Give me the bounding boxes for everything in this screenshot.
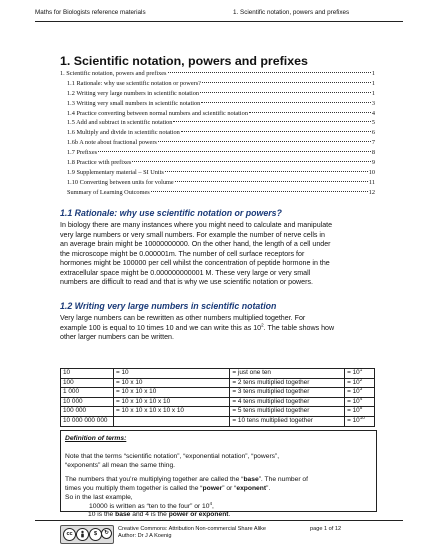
table-cell: = 3 tens multiplied together	[230, 388, 345, 398]
power-exponent: 1	[359, 366, 363, 372]
toc-leader	[181, 131, 371, 132]
section-heading-1-2: 1.2 Writing very large numbers in scientific notation	[60, 301, 277, 311]
toc-entry-page: 1	[371, 79, 375, 87]
page-number: page 1 of 12	[310, 526, 342, 532]
definition-note-line: “exponents” all mean the same thing.	[65, 462, 176, 469]
header-rule	[35, 21, 403, 22]
footer-license: Creative Commons: Attribution Non-commercial Share Alike	[118, 526, 266, 532]
toc-entry[interactable]	[60, 168, 375, 178]
toc-entry-title: 1.8 Practice with prefixes	[67, 159, 132, 167]
toc-leader	[201, 102, 371, 103]
text-line: other larger numbers can be written.	[60, 333, 174, 341]
toc-entry[interactable]	[60, 89, 375, 99]
definition-example-1	[89, 500, 214, 510]
toc-entry[interactable]	[60, 138, 375, 148]
toc-entry[interactable]	[60, 109, 375, 119]
definition-example-intro: So in the last example,	[65, 494, 133, 501]
table-row	[61, 369, 375, 379]
text-line: the microscope might be 0.000001m. The number of cell surface receptors for	[60, 249, 305, 258]
footer-text	[118, 526, 266, 540]
text-line: hormones might be 100000 per cell whilst the concentration of peptide hormone in the	[60, 259, 330, 267]
page-header	[35, 9, 397, 21]
table-cell: 1 000	[61, 388, 114, 398]
toc-leader	[132, 161, 370, 162]
table-cell: = 10 tens multiplied together	[230, 416, 345, 426]
section-1-2-text	[60, 314, 378, 343]
toc-leader	[98, 151, 371, 152]
toc-leader	[200, 92, 371, 93]
section-1-1-text	[60, 221, 378, 288]
toc-entry-page: 3	[371, 99, 375, 107]
table-cell: = 2 tens multiplied together	[230, 378, 345, 388]
toc-entry-title: 1.5 Add and subtract in scientific notation	[67, 119, 173, 127]
toc-entry-page: 8	[371, 149, 375, 157]
toc-entry-page: 7	[371, 139, 375, 147]
term-power-exponent: power or exponent	[168, 511, 229, 518]
toc-leader	[175, 181, 368, 182]
table-row	[61, 416, 375, 426]
text-line: very large numbers or very small numbers. For example the number of nerve cells in	[60, 230, 325, 239]
text-run: times you multiply them together is called the “	[65, 485, 203, 492]
text-line: numbers are difficult to read and that is why we use scientific notation or powers.	[60, 278, 314, 286]
power-exponent: 2	[359, 376, 363, 382]
table-cell: = 10 x 10 x 10 x 10	[113, 397, 229, 407]
toc-entry-title: 1.3 Writing very small numbers in scientific notation	[67, 99, 201, 107]
footer-author: Author: Dr J A Koenig	[118, 533, 172, 539]
toc-leader	[168, 72, 371, 73]
power-base: = 10	[347, 407, 360, 415]
table-row	[61, 388, 375, 398]
definition-heading: Definition of terms:	[65, 435, 127, 442]
table-row	[61, 397, 375, 407]
header-right: 1. Scientific notation, powers and prefixes	[233, 9, 350, 16]
power-exponent: 4	[359, 395, 363, 401]
toc-entry-title: 1.1 Rationale: why use scientific notation or powers?	[67, 79, 201, 87]
table-of-contents	[60, 69, 375, 198]
superscript: 2	[261, 322, 264, 328]
term-base: base	[243, 476, 259, 483]
creative-commons-badge	[60, 525, 114, 544]
toc-entry-page: 12	[368, 188, 375, 196]
toc-entry[interactable]	[60, 118, 375, 128]
toc-entry-title: 1.7 Prefixes	[67, 149, 98, 157]
definition-box	[60, 430, 377, 512]
text-run: The numbers that you’re multiplying together are called the “	[65, 476, 244, 483]
toc-leader	[173, 121, 370, 122]
text-run: ” or “	[222, 485, 237, 492]
term-exponent: exponent	[236, 485, 267, 492]
table-cell: = 5 tens multiplied together	[230, 407, 345, 417]
header-left: Maths for Biologists reference materials	[35, 9, 146, 16]
powers-table	[60, 368, 375, 427]
text-line: extracellular space might be 0.000000000001 M. These very large or very small	[60, 268, 311, 277]
table-cell: 10 000 000 000	[61, 416, 114, 426]
text-run: example 100 is equal to 10 times 10 and we can write this as 10	[60, 323, 262, 332]
text-run: 10000 is written as “ten to the four” or 10	[89, 503, 210, 510]
toc-leader	[249, 112, 371, 113]
superscript: 4	[209, 500, 213, 506]
term-base: base	[115, 511, 131, 518]
toc-leader	[151, 191, 368, 192]
text-run: . The table shows how	[263, 323, 335, 332]
definition-note-line: Note that the terms “scientific notation”, “exponential notation”, “powers”,	[65, 453, 280, 460]
toc-entry-title: Summary of Learning Outcomes	[67, 188, 150, 196]
table-cell: = 10 x 10 x 10	[113, 388, 229, 398]
toc-entry-page: 11	[368, 178, 375, 186]
toc-entry[interactable]	[60, 178, 375, 188]
text-line	[60, 324, 378, 334]
table-cell: = just one ten	[230, 369, 345, 379]
toc-entry[interactable]	[60, 148, 375, 158]
text-run: ”. The number of	[258, 476, 309, 483]
text-run: ,	[212, 503, 214, 510]
toc-leader	[165, 171, 368, 172]
text-line: an average brain might be 10000000000. On the other hand, the length of a cell under	[60, 240, 331, 248]
footer-rule	[35, 520, 403, 521]
text-run: 10 is the	[88, 511, 116, 518]
toc-leader	[158, 141, 371, 142]
toc-entry-title: 1.6 Multiply and divide in scientific notation	[67, 129, 180, 137]
share-alike-icon: ↻	[101, 528, 112, 539]
table-cell: = 10	[113, 369, 229, 379]
power-base: = 10	[347, 416, 360, 424]
table-cell-power	[345, 416, 375, 426]
toc-entry-page: 1	[371, 70, 375, 77]
toc-entry-title: 1. Scientific notation, powers and prefixes	[60, 70, 167, 77]
power-base: = 10	[347, 378, 360, 386]
table-cell: = 10 x 10 x 10 x 10 x 10	[113, 407, 229, 417]
section-heading-1-1: 1.1 Rationale: why use scientific notation or powers?	[60, 208, 282, 218]
non-commercial-icon: $	[89, 528, 102, 541]
attribution-icon	[76, 528, 89, 541]
toc-entry-page: 6	[371, 129, 375, 137]
power-exponent: 10	[359, 414, 365, 420]
toc-entry-title: 1.2 Writing very large numbers in scientific notation	[67, 89, 200, 97]
toc-entry[interactable]	[60, 79, 375, 89]
toc-entry-title: 1.10 Converting between units for volume	[67, 178, 174, 186]
toc-entry[interactable]	[60, 128, 375, 138]
definition-example-2	[88, 511, 230, 518]
text-line: In biology there are many instances where you might need to calculate and manipulate	[60, 221, 333, 229]
toc-entry-page: 1	[371, 89, 375, 97]
table-cell: 10 000	[61, 397, 114, 407]
power-base: = 10	[347, 388, 360, 396]
table-row	[61, 378, 375, 388]
power-base: = 10	[347, 397, 360, 405]
toc-entry-page: 4	[371, 109, 375, 117]
power-exponent: 3	[359, 386, 363, 392]
toc-entry[interactable]	[60, 99, 375, 109]
toc-entry-page: 10	[368, 168, 375, 176]
toc-entry-title: 1.9 Supplementary material – SI Units	[67, 168, 164, 176]
table-cell: 100 000	[61, 407, 114, 417]
toc-entry-page: 5	[371, 119, 375, 127]
text-run: ”.	[266, 485, 271, 492]
power-exponent: 5	[359, 405, 363, 411]
table-cell: = 10 x 10	[113, 378, 229, 388]
definition-power-line	[65, 485, 270, 492]
text-run: .	[228, 511, 231, 518]
toc-leader	[202, 82, 371, 83]
table-cell: = 4 tens multiplied together	[230, 397, 345, 407]
table-cell	[113, 416, 229, 426]
toc-entry[interactable]	[60, 158, 375, 168]
table-row	[61, 407, 375, 417]
text-line: Very large numbers can be rewritten as other numbers multiplied together. For	[60, 314, 306, 322]
table-cell: 100	[61, 378, 114, 388]
toc-entry-page: 9	[371, 159, 375, 167]
term-power: power	[202, 485, 223, 492]
table-cell: 10	[61, 369, 114, 379]
power-base: = 10	[347, 369, 360, 376]
definition-base-line	[65, 476, 308, 483]
toc-entry-title: 1.6b A note about fractional powers	[67, 139, 157, 147]
page-title: 1. Scientific notation, powers and prefixes	[60, 54, 308, 68]
toc-entry[interactable]	[60, 69, 375, 79]
toc-entry[interactable]	[60, 188, 375, 198]
text-run: and 4 is the	[130, 511, 169, 518]
cc-icon: cc	[63, 528, 76, 541]
toc-entry-title: 1.4 Practice converting between normal numbers and scientific notation	[67, 109, 248, 117]
